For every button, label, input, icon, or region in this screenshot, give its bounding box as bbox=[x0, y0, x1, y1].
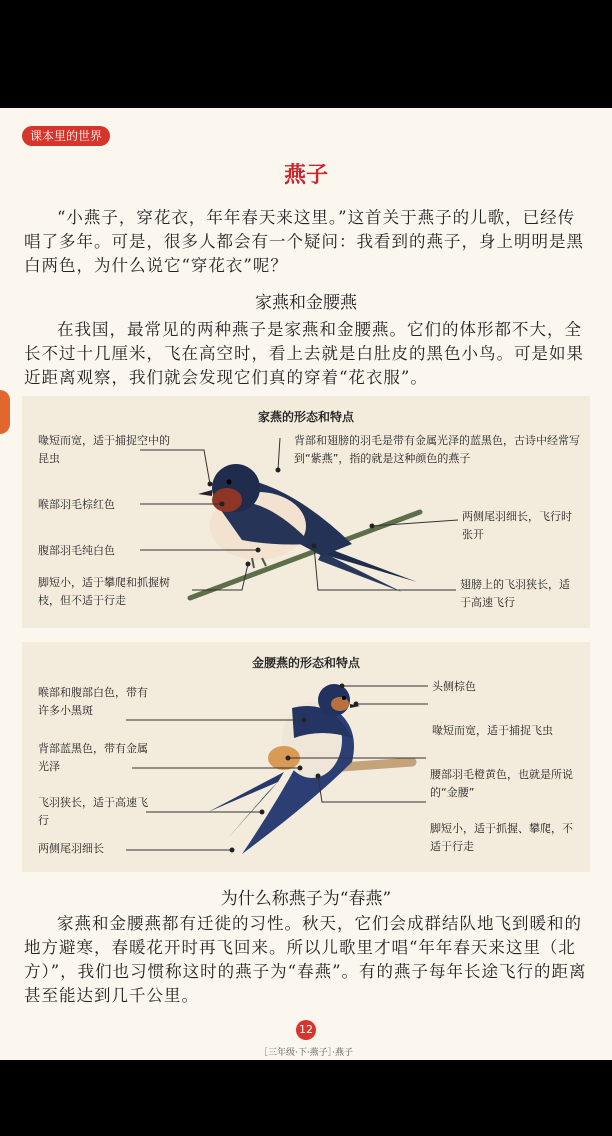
barn-belly-label: 腹部羽毛纯白色 bbox=[38, 544, 115, 557]
red-rumped-swallow-panel bbox=[22, 642, 590, 872]
rumped-head-label: 头侧棕色 bbox=[432, 680, 476, 693]
barn-feet-label: 脚短小，适于攀爬和抓握树枝，但不适于行走 bbox=[38, 576, 170, 607]
barn-wing-label: 翅膀上的飞羽狭长，适于高速飞行 bbox=[460, 578, 570, 609]
section1-paragraph: 在我国，最常见的两种燕子是家燕和金腰燕。它们的体形都不大，全长不过十几厘米，飞在高空时，看上去就是白肚皮的黑色小鸟。可是如果近距离观察，我们就会发现它们真的穿着“花衣服”。 bbox=[24, 320, 584, 387]
barn-back-label: 背部和翅膀的羽毛是带有金属光泽的蓝黑色，古诗中经常写到“紫燕”，指的就是这种颜色的燕子 bbox=[294, 434, 580, 465]
rumped-wing-label: 飞羽狭长，适于高速飞行 bbox=[38, 796, 148, 827]
rumped-throat-label: 喉部和腹部白色，带有许多小黑斑 bbox=[38, 686, 148, 717]
panel1-title: 家燕的形态和特点 bbox=[257, 410, 354, 424]
page-edge-tab bbox=[0, 390, 10, 434]
book-page bbox=[0, 108, 612, 1060]
section1-heading: 家燕和金腰燕 bbox=[255, 293, 357, 313]
rumped-waist-label: 腰部羽毛橙黄色，也就是所说的“金腰” bbox=[430, 768, 573, 799]
rumped-beak-label: 喙短而宽，适于捕捉飞虫 bbox=[432, 724, 553, 737]
rumped-tail-label: 两侧尾羽细长 bbox=[38, 842, 104, 855]
page-number: 12 bbox=[296, 1020, 316, 1040]
barn-swallow-panel bbox=[22, 396, 590, 628]
panel2-title: 金腰燕的形态和特点 bbox=[251, 656, 360, 670]
barn-throat-label: 喉部羽毛棕红色 bbox=[38, 498, 115, 511]
barn-beak-label: 喙短而宽，适于捕捉空中的昆虫 bbox=[38, 434, 170, 465]
page-footer: ［三年级·下·燕子］·燕子 bbox=[258, 1048, 354, 1058]
intro-paragraph: “小燕子，穿花衣，年年春天来这里。”这首关于燕子的儿歌，已经传唱了多年。可是，很多人都会有一个疑问：我看到的燕子，身上明明是黑白两色，为什么说它“穿花衣”呢？ bbox=[24, 208, 584, 275]
section-badge: 课本里的世界 bbox=[22, 126, 110, 146]
rumped-back-label: 背部蓝黑色，带有金属光泽 bbox=[38, 742, 148, 773]
barn-tail-label: 两侧尾羽细长，飞行时张开 bbox=[462, 510, 572, 541]
page-title: 燕子 bbox=[283, 163, 328, 188]
rumped-feet-label: 脚短小，适于抓握、攀爬，不适于行走 bbox=[430, 822, 573, 853]
section2-heading: 为什么称燕子为“春燕” bbox=[220, 889, 392, 909]
section2-paragraph: 家燕和金腰燕都有迁徙的习性。秋天，它们会成群结队地飞到暖和的地方避寒，春暖花开时再飞回来。所以儿歌里才唱“年年春天来这里（北方）”，我们也习惯称这时的燕子为“春燕”。有的燕子每年长途飞行的距离甚至能达到几千公里。 bbox=[24, 914, 587, 1005]
